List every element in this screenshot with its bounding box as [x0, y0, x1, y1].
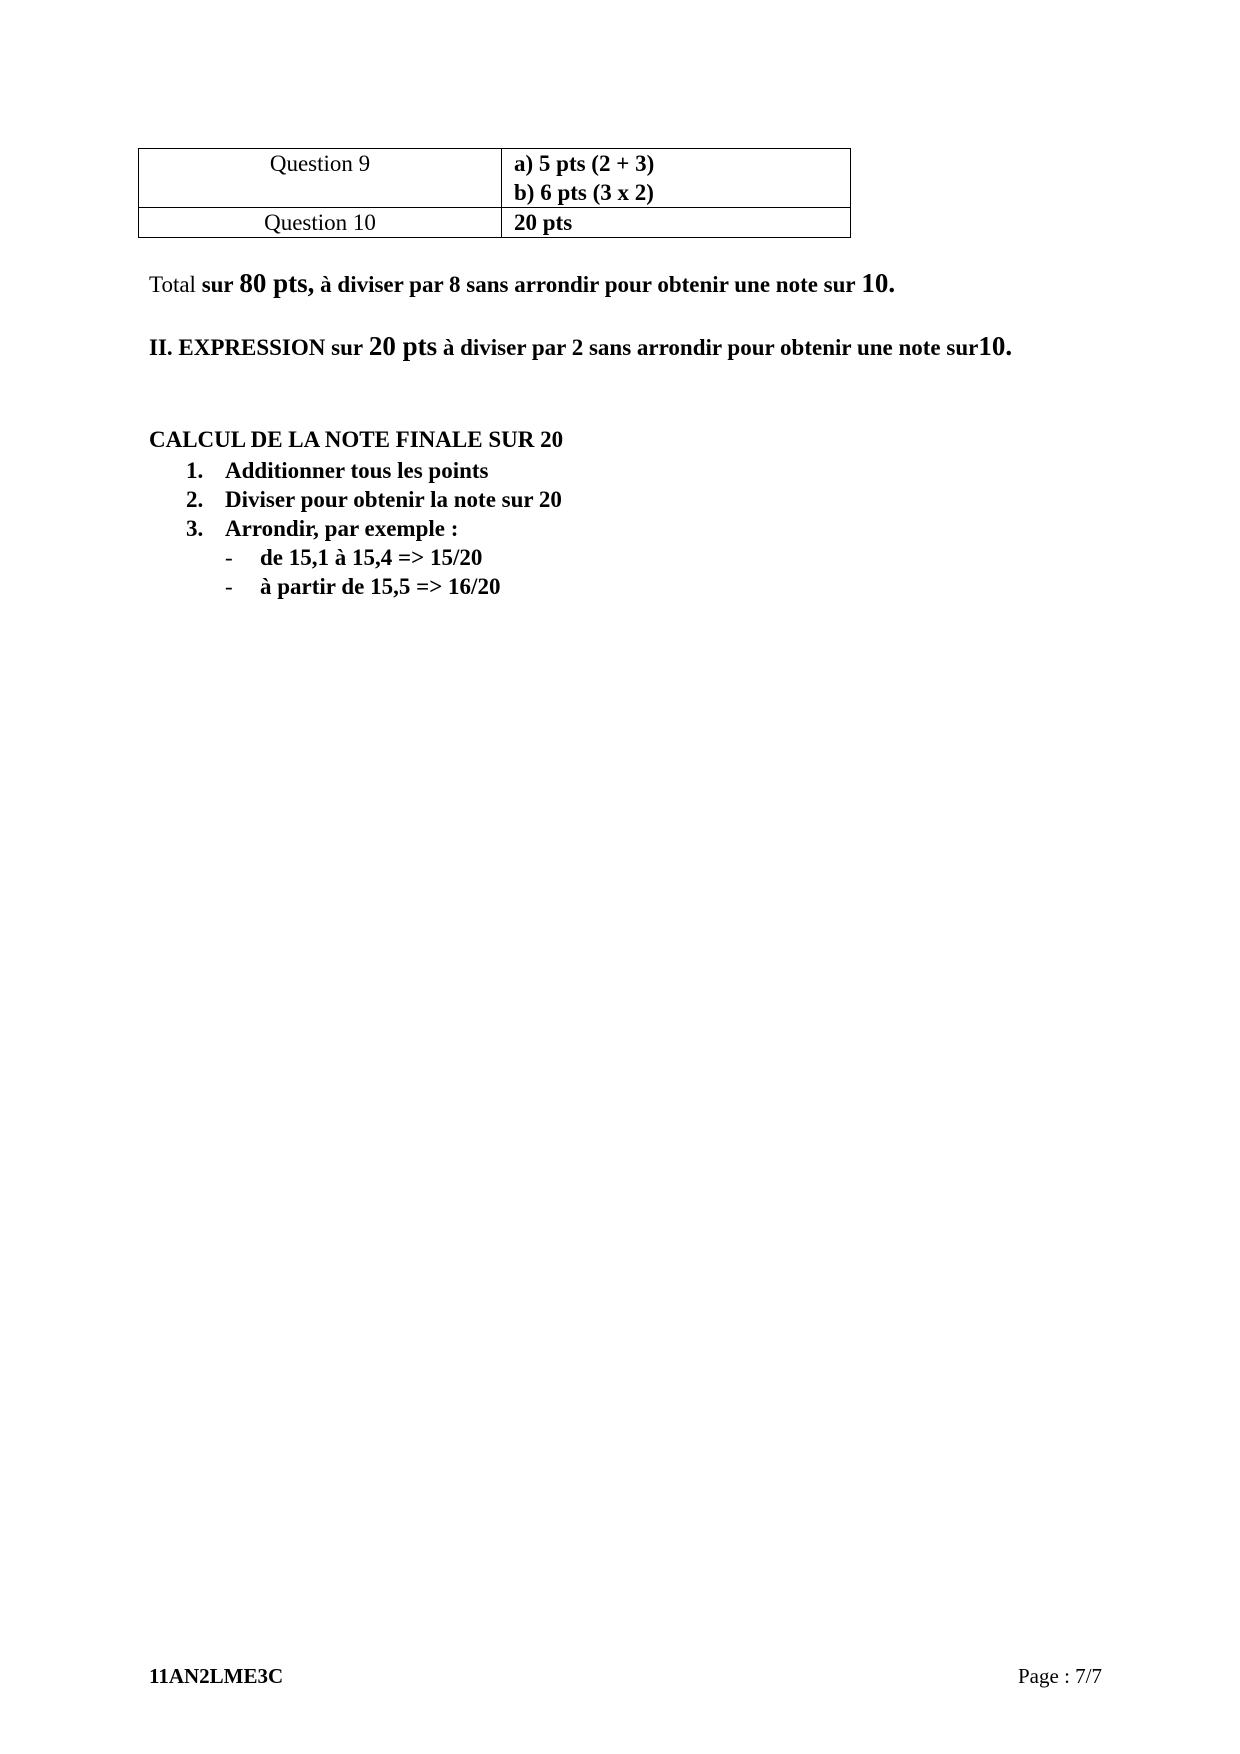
list-item — [149, 514, 562, 601]
step-number: 1. — [186, 458, 204, 483]
step-number: 2. — [186, 487, 204, 512]
points-line: 20 pts — [514, 210, 573, 235]
expression-instruction: à diviser par 2 sans arrondir pour obtenir une note sur — [442, 335, 979, 360]
total-points: 80 pts, — [239, 268, 315, 298]
example-text: à partir de 15,5 => 16/20 — [260, 574, 501, 599]
expression-label: II. EXPRESSION — [149, 335, 326, 360]
calcul-title: CALCUL DE LA NOTE FINALE SUR 20 — [149, 427, 564, 452]
question-cell: Question 9 — [139, 149, 502, 208]
total-line — [149, 268, 895, 299]
step-text: Diviser pour obtenir la note sur 20 — [225, 487, 562, 512]
list-item — [149, 572, 562, 601]
question-cell: Question 10 — [139, 208, 502, 238]
page-number: Page : 7/7 — [1018, 1664, 1102, 1688]
rounding-examples — [225, 543, 562, 601]
table-row — [139, 149, 851, 208]
list-item — [149, 456, 562, 485]
step-text: Additionner tous les points — [225, 458, 489, 483]
step-text: Arrondir, par exemple : — [225, 516, 459, 541]
example-text: de 15,1 à 15,4 => 15/20 — [260, 545, 483, 570]
calcul-steps — [149, 456, 562, 601]
total-sur: sur — [201, 272, 234, 297]
points-cell — [502, 149, 851, 208]
expression-note: 10. — [978, 331, 1013, 361]
document-code: 11AN2LME3C — [149, 1664, 284, 1688]
expression-line — [149, 331, 1012, 362]
bullet-dash: - — [225, 574, 233, 599]
expression-sur: sur — [331, 335, 364, 360]
table-row — [139, 208, 851, 238]
scoring-table — [138, 148, 851, 238]
points-cell — [502, 208, 851, 238]
total-label: Total — [149, 272, 196, 297]
expression-points: 20 pts — [368, 331, 438, 361]
list-item — [149, 543, 562, 572]
total-instruction: à diviser par 8 sans arrondir pour obtenir une note sur — [320, 272, 856, 297]
points-line: b) 6 pts (3 x 2) — [514, 180, 654, 205]
bullet-dash: - — [225, 545, 233, 570]
points-line: a) 5 pts (2 + 3) — [514, 151, 655, 176]
step-number: 3. — [186, 516, 204, 541]
list-item — [149, 485, 562, 514]
total-note: 10. — [861, 268, 896, 298]
